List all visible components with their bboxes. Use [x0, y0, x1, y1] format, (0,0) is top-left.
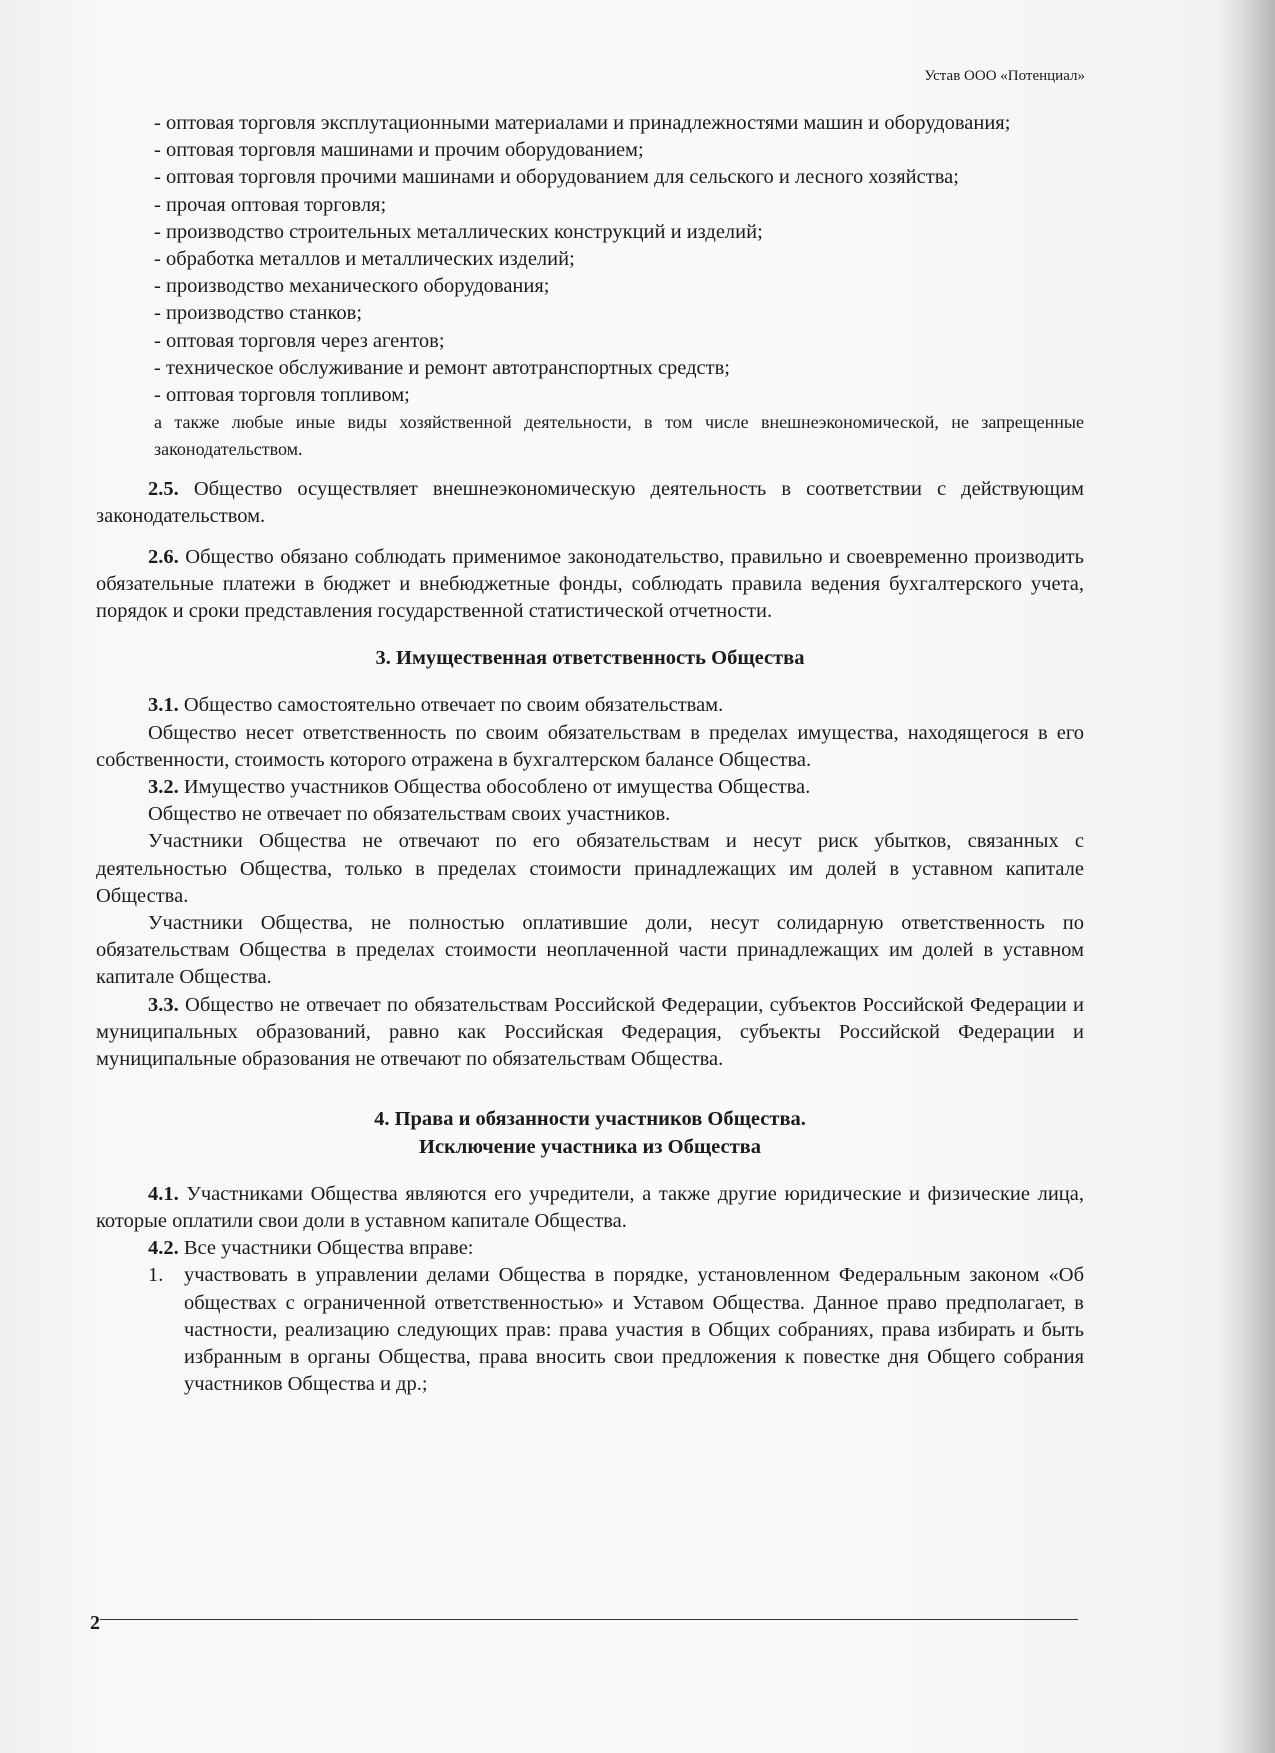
list-item: - производство станков;	[154, 302, 363, 325]
running-header: Устав ООО «Потенциал»	[924, 68, 1085, 84]
clause-number: 2.5.	[148, 478, 179, 501]
clause-number: 4.2.	[148, 1237, 179, 1260]
list-item: - оптовая торговля прочими машинами и оборудованием для сельского и лесного хозяйства;	[154, 166, 959, 189]
list-item: - техническое обслуживание и ремонт автотранспортных средств;	[154, 356, 730, 379]
paragraph-3-3	[96, 992, 1084, 1074]
item-text: участвовать в управлении делами Общества в порядке, установленном Федеральным законом «Об обществах с ограниченной ответственностью» и Уставом Общества. Данное право предполагает, в частности, реализацию следующих прав: права участия в Общих собраниях, права избирать и быть избранным в органы Общества, права вносить свои предложения к повестке дня Общего собрания участников Общества и др.;	[184, 1264, 1084, 1396]
clause-text: Общество осуществляет внешнеэкономическую деятельность в соответствии с действующим законодательством.	[96, 478, 1084, 528]
page-content	[96, 110, 1084, 1398]
paragraph-2-5	[96, 476, 1084, 530]
list-tail: а также любые иные виды хозяйственной деятельности, в том числе внешнеэкономической, не запрещенные законодательством.	[154, 412, 1084, 460]
paragraph-4-1	[96, 1181, 1084, 1235]
paragraph-2-6	[96, 544, 1084, 626]
clause-number: 3.1.	[148, 694, 179, 717]
clause-number: 3.2.	[148, 776, 179, 799]
list-item: - оптовая торговля топливом;	[154, 384, 410, 407]
list-item: - оптовая торговля через агентов;	[154, 329, 445, 352]
clause-number: 2.6.	[148, 545, 179, 568]
paragraph-3-1	[96, 692, 1084, 719]
paragraph-3-2	[96, 774, 1084, 801]
page-edge-shadow	[1215, 0, 1275, 1753]
page-number: 2	[90, 1612, 100, 1634]
paragraph-3-2d: Участники Общества, не полностью оплатившие доли, несут солидарную ответственность по обязательствам Общества в пределах стоимости неоплаченной части принадлежащих им долей в уставном капитале Общества.	[96, 912, 1084, 989]
paragraph-3-2b: Общество не отвечает по обязательствам своих участников.	[148, 803, 671, 826]
list-item: - производство механического оборудования;	[154, 275, 550, 298]
numbered-item-1	[96, 1262, 1084, 1398]
list-item: - оптовая торговля эксплутационными материалами и принадлежностями машин и оборудования;	[154, 112, 1011, 134]
clause-text: Общество обязано соблюдать применимое законодательство, правильно и своевременно производить обязательные платежи в бюджет и внебюджетные фонды, соблюдать правила ведения бухгалтерского учета, порядок и сроки представления государственной статистической отчетности.	[96, 545, 1084, 623]
section-4-title-line-2: Исключение участника из Общества	[419, 1135, 761, 1158]
clause-text: Общество не отвечает по обязательствам Российской Федерации, субъектов Российской Федерации и муниципальных образований, равно как Российская Федерация, субъекты Российской Федерации и муниципальные образования не отвечают по обязательствам Общества.	[96, 993, 1084, 1071]
clause-number: 4.1.	[148, 1182, 179, 1205]
paragraph-3-2c: Участники Общества не отвечают по его обязательствам и несут риск убытков, связанных с деятельностью Общества, только в пределах стоимости принадлежащих им долей в уставном капитале Общества.	[96, 830, 1084, 907]
clause-text: Имущество участников Общества обособлено от имущества Общества.	[178, 776, 811, 799]
section-3-title: 3. Имущественная ответственность Общества	[375, 647, 805, 670]
section-4-title-line-1: 4. Права и обязанности участников Общества.	[374, 1108, 806, 1131]
list-item: - оптовая торговля машинами и прочим оборудованием;	[154, 139, 644, 162]
clause-text: Общество самостоятельно отвечает по своим обязательствам.	[178, 694, 724, 717]
list-item: - прочая оптовая торговля;	[154, 193, 387, 216]
footer-rule	[100, 1619, 1078, 1620]
clause-text: Все участники Общества вправе:	[178, 1237, 474, 1260]
paragraph-4-2	[96, 1235, 1084, 1262]
list-item: - производство строительных металлических конструкций и изделий;	[154, 220, 763, 243]
paragraph-3-1b: Общество несет ответственность по своим обязательствам в пределах имущества, находящегося в его собственности, стоимость которого отражена в бухгалтерском балансе Общества.	[96, 721, 1084, 771]
clause-number: 3.3.	[148, 993, 179, 1016]
item-number: 1.	[148, 1264, 164, 1287]
clause-text: Участниками Общества являются его учредители, а также другие юридические и физические лица, которые оплатили свои доли в уставном капитале Общества.	[96, 1182, 1084, 1232]
list-item: - обработка металлов и металлических изделий;	[154, 248, 575, 271]
